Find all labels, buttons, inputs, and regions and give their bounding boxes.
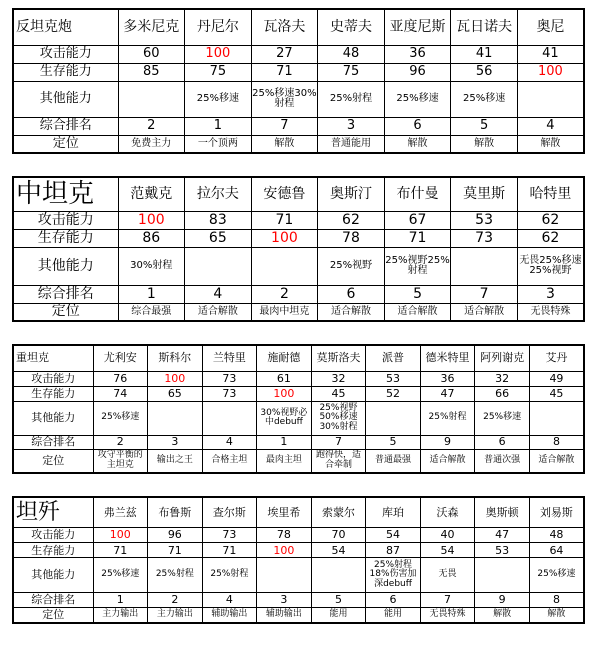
attack-value: 49	[529, 371, 584, 386]
role-value: 辅助输出	[202, 608, 257, 623]
role-value: 适合解散	[420, 449, 475, 473]
attack-value: 62	[318, 211, 385, 229]
rank-value: 3	[148, 435, 203, 449]
other-ability: 25%移速	[451, 81, 518, 117]
section-title: 坦歼	[13, 497, 93, 527]
row-label-attack: 攻击能力	[13, 371, 93, 386]
survival-value: 100	[251, 229, 318, 247]
role-value: 合格主坦	[202, 449, 257, 473]
hero-name: 奥尼	[517, 9, 584, 45]
rank-value: 8	[529, 592, 584, 607]
other-ability: 25%视野25%射程	[384, 247, 451, 285]
table-anti-tank-gun	[12, 8, 585, 154]
attack-value: 70	[311, 527, 366, 542]
hero-name: 沃森	[420, 497, 475, 527]
attack-value: 62	[517, 211, 584, 229]
hero-name: 范戴克	[118, 177, 185, 211]
attack-value: 32	[311, 371, 366, 386]
hero-name: 丹尼尔	[185, 9, 252, 45]
survival-value: 71	[384, 229, 451, 247]
hero-name: 兰特里	[202, 345, 257, 371]
survival-value: 54	[420, 543, 475, 558]
other-ability: 25%移速	[384, 81, 451, 117]
survival-value: 87	[366, 543, 421, 558]
row-label-attack: 攻击能力	[13, 527, 93, 542]
hero-name: 尤利安	[93, 345, 148, 371]
attack-value: 73	[202, 527, 257, 542]
role-value: 解散	[475, 608, 530, 623]
role-value: 普通能用	[318, 135, 385, 153]
survival-value: 45	[529, 386, 584, 401]
attack-value: 47	[475, 527, 530, 542]
survival-value: 45	[311, 386, 366, 401]
rank-value: 4	[517, 117, 584, 135]
other-ability: 25%移速30%射程	[251, 81, 318, 117]
role-value: 最肉中坦克	[251, 303, 318, 321]
rank-value: 1	[257, 435, 312, 449]
section-title: 中坦克	[13, 177, 118, 211]
role-value: 能用	[311, 608, 366, 623]
survival-value: 71	[93, 543, 148, 558]
attack-value: 61	[257, 371, 312, 386]
row-label-survival: 生存能力	[13, 543, 93, 558]
survival-value: 85	[118, 63, 185, 81]
attack-value: 100	[185, 45, 252, 63]
survival-value: 73	[451, 229, 518, 247]
hero-name: 德米特里	[420, 345, 475, 371]
other-ability: 25%射程	[318, 81, 385, 117]
rank-value: 1	[118, 285, 185, 303]
survival-value: 78	[318, 229, 385, 247]
attack-value: 100	[148, 371, 203, 386]
role-value: 适合解散	[529, 449, 584, 473]
attack-value: 48	[529, 527, 584, 542]
other-ability	[529, 401, 584, 435]
other-ability: 25%视野50%移速30%射程	[311, 401, 366, 435]
row-label-other: 其他能力	[13, 401, 93, 435]
other-ability	[366, 401, 421, 435]
role-value: 综合最强	[118, 303, 185, 321]
attack-value: 54	[366, 527, 421, 542]
role-value: 无畏特殊	[517, 303, 584, 321]
table-tank-destroyer	[12, 496, 585, 624]
other-ability	[311, 558, 366, 593]
role-value: 一个顶两	[185, 135, 252, 153]
hero-name: 亚度尼斯	[384, 9, 451, 45]
survival-value: 100	[257, 386, 312, 401]
row-label-other: 其他能力	[13, 558, 93, 593]
role-value: 最肉主坦	[257, 449, 312, 473]
rank-value: 2	[93, 435, 148, 449]
survival-value: 100	[517, 63, 584, 81]
other-ability: 25%移速	[93, 558, 148, 593]
role-value: 无畏特殊	[420, 608, 475, 623]
role-value: 跑得快，适合牵制	[311, 449, 366, 473]
other-ability: 25%射程18%伤害加深debuff	[366, 558, 421, 593]
survival-value: 71	[148, 543, 203, 558]
attack-value: 73	[202, 371, 257, 386]
role-value: 攻守平衡的主坦克	[93, 449, 148, 473]
survival-value: 96	[384, 63, 451, 81]
attack-value: 78	[257, 527, 312, 542]
hero-name: 安德鲁	[251, 177, 318, 211]
attack-value: 41	[451, 45, 518, 63]
hero-name: 弗兰兹	[93, 497, 148, 527]
other-ability: 25%移速	[185, 81, 252, 117]
hero-name: 哈特里	[517, 177, 584, 211]
row-label-role: 定位	[13, 135, 118, 153]
rank-value: 2	[118, 117, 185, 135]
rank-value: 7	[251, 117, 318, 135]
survival-value: 75	[318, 63, 385, 81]
rank-value: 1	[93, 592, 148, 607]
hero-name: 奥斯顿	[475, 497, 530, 527]
rank-value: 3	[257, 592, 312, 607]
role-value: 主力输出	[148, 608, 203, 623]
row-label-attack: 攻击能力	[13, 45, 118, 63]
survival-value: 66	[475, 386, 530, 401]
role-value: 免费主力	[118, 135, 185, 153]
attack-value: 41	[517, 45, 584, 63]
role-value: 解散	[517, 135, 584, 153]
survival-value: 52	[366, 386, 421, 401]
hero-name: 布鲁斯	[148, 497, 203, 527]
other-ability: 25%射程	[420, 401, 475, 435]
attack-value: 40	[420, 527, 475, 542]
rank-value: 7	[420, 592, 475, 607]
hero-name: 派普	[366, 345, 421, 371]
rank-value: 9	[420, 435, 475, 449]
other-ability: 25%视野	[318, 247, 385, 285]
attack-value: 71	[251, 211, 318, 229]
other-ability	[202, 401, 257, 435]
role-value: 普通次强	[475, 449, 530, 473]
survival-value: 73	[202, 386, 257, 401]
other-ability: 30%射程	[118, 247, 185, 285]
row-label-rank: 综合排名	[13, 285, 118, 303]
attack-value: 83	[185, 211, 252, 229]
table-heavy-tank	[12, 344, 585, 474]
other-ability: 25%射程	[148, 558, 203, 593]
survival-value: 75	[185, 63, 252, 81]
role-value: 普通最强	[366, 449, 421, 473]
hero-name: 斯科尔	[148, 345, 203, 371]
survival-value: 65	[148, 386, 203, 401]
hero-name: 史蒂夫	[318, 9, 385, 45]
role-value: 解散	[251, 135, 318, 153]
rank-value: 4	[202, 435, 257, 449]
survival-value: 62	[517, 229, 584, 247]
rank-value: 3	[517, 285, 584, 303]
hero-name: 多米尼克	[118, 9, 185, 45]
attack-value: 36	[384, 45, 451, 63]
rank-value: 7	[451, 285, 518, 303]
other-ability: 25%移速	[93, 401, 148, 435]
row-label-role: 定位	[13, 608, 93, 623]
role-value: 适合解散	[451, 303, 518, 321]
hero-name: 库珀	[366, 497, 421, 527]
survival-value: 64	[529, 543, 584, 558]
other-ability: 无畏	[420, 558, 475, 593]
hero-name: 埃里希	[257, 497, 312, 527]
attack-value: 67	[384, 211, 451, 229]
row-label-survival: 生存能力	[13, 386, 93, 401]
hero-name: 艾丹	[529, 345, 584, 371]
survival-value: 53	[475, 543, 530, 558]
role-value: 解散	[451, 135, 518, 153]
hero-name: 莫斯洛夫	[311, 345, 366, 371]
survival-value: 74	[93, 386, 148, 401]
row-label-survival: 生存能力	[13, 229, 118, 247]
attack-value: 48	[318, 45, 385, 63]
row-label-rank: 综合排名	[13, 435, 93, 449]
other-ability	[148, 401, 203, 435]
role-value: 辅助输出	[257, 608, 312, 623]
other-ability	[475, 558, 530, 593]
rank-value: 3	[318, 117, 385, 135]
role-value: 解散	[384, 135, 451, 153]
rank-value: 6	[366, 592, 421, 607]
rank-value: 5	[311, 592, 366, 607]
attack-value: 32	[475, 371, 530, 386]
row-label-other: 其他能力	[13, 81, 118, 117]
survival-value: 71	[251, 63, 318, 81]
other-ability	[517, 81, 584, 117]
role-value: 适合解散	[185, 303, 252, 321]
hero-name: 施耐德	[257, 345, 312, 371]
rank-value: 9	[475, 592, 530, 607]
hero-name: 奥斯汀	[318, 177, 385, 211]
role-value: 主力输出	[93, 608, 148, 623]
attack-value: 27	[251, 45, 318, 63]
attack-value: 36	[420, 371, 475, 386]
other-ability	[451, 247, 518, 285]
hero-name: 阿列谢克	[475, 345, 530, 371]
role-value: 输出之王	[148, 449, 203, 473]
rank-value: 5	[451, 117, 518, 135]
hero-name: 查尔斯	[202, 497, 257, 527]
rank-value: 5	[384, 285, 451, 303]
hero-name: 索蒙尔	[311, 497, 366, 527]
survival-value: 71	[202, 543, 257, 558]
role-value: 适合解散	[384, 303, 451, 321]
rank-value: 4	[202, 592, 257, 607]
row-label-role: 定位	[13, 303, 118, 321]
section-title: 反坦克炮	[13, 9, 118, 45]
survival-value: 65	[185, 229, 252, 247]
row-label-attack: 攻击能力	[13, 211, 118, 229]
rank-value: 6	[475, 435, 530, 449]
survival-value: 54	[311, 543, 366, 558]
other-ability: 25%射程	[202, 558, 257, 593]
survival-value: 100	[257, 543, 312, 558]
section-title: 重坦克	[13, 345, 93, 371]
other-ability	[251, 247, 318, 285]
role-value: 适合解散	[318, 303, 385, 321]
hero-name: 瓦日诺夫	[451, 9, 518, 45]
other-ability: 25%移速	[475, 401, 530, 435]
rank-value: 4	[185, 285, 252, 303]
survival-value: 47	[420, 386, 475, 401]
hero-name: 莫里斯	[451, 177, 518, 211]
role-value: 解散	[529, 608, 584, 623]
other-ability: 25%移速	[529, 558, 584, 593]
other-ability: 30%视野必中debuff	[257, 401, 312, 435]
other-ability	[185, 247, 252, 285]
rank-value: 8	[529, 435, 584, 449]
attack-value: 100	[118, 211, 185, 229]
rank-value: 1	[185, 117, 252, 135]
row-label-rank: 综合排名	[13, 592, 93, 607]
rank-value: 6	[318, 285, 385, 303]
attack-value: 53	[451, 211, 518, 229]
row-label-rank: 综合排名	[13, 117, 118, 135]
attack-value: 96	[148, 527, 203, 542]
survival-value: 86	[118, 229, 185, 247]
hero-name: 刘易斯	[529, 497, 584, 527]
attack-value: 76	[93, 371, 148, 386]
other-ability: 无畏25%移速25%视野	[517, 247, 584, 285]
hero-name: 拉尔夫	[185, 177, 252, 211]
row-label-role: 定位	[13, 449, 93, 473]
hero-name: 布什曼	[384, 177, 451, 211]
row-label-survival: 生存能力	[13, 63, 118, 81]
role-value: 能用	[366, 608, 421, 623]
rank-value: 7	[311, 435, 366, 449]
rank-value: 2	[148, 592, 203, 607]
survival-value: 56	[451, 63, 518, 81]
rank-value: 2	[251, 285, 318, 303]
rank-value: 5	[366, 435, 421, 449]
other-ability	[257, 558, 312, 593]
rank-value: 6	[384, 117, 451, 135]
attack-value: 60	[118, 45, 185, 63]
other-ability	[118, 81, 185, 117]
table-medium-tank	[12, 176, 585, 322]
row-label-other: 其他能力	[13, 247, 118, 285]
hero-name: 瓦洛夫	[251, 9, 318, 45]
attack-value: 100	[93, 527, 148, 542]
attack-value: 53	[366, 371, 421, 386]
